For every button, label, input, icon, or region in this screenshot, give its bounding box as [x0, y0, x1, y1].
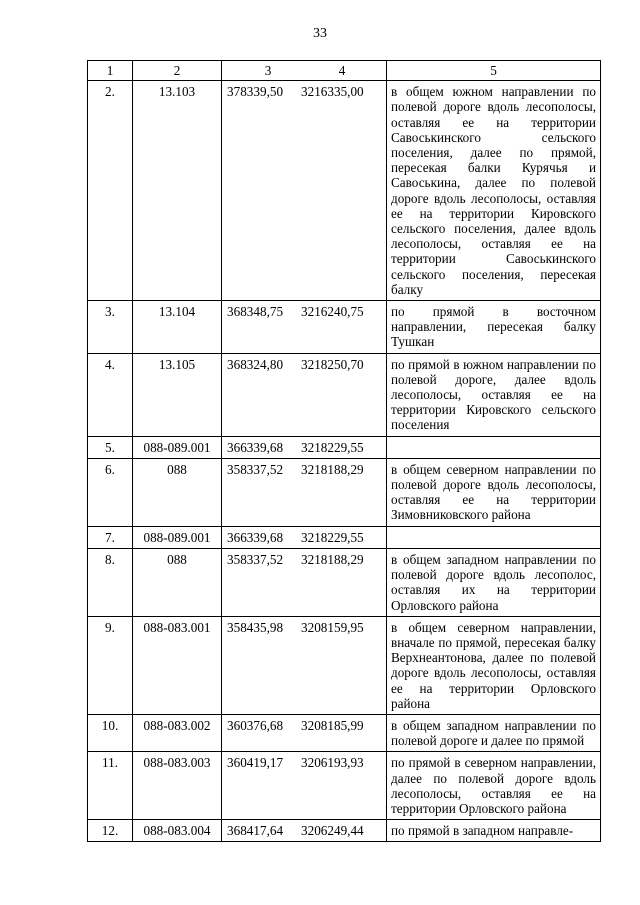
coordinates-cell [222, 526, 387, 548]
x-coordinate: 368417,64 [227, 823, 284, 839]
y-coordinate: 3216240,75 [301, 304, 364, 320]
description-cell: по прямой в северном направлении, далее по полевой дороге вдоль лесополосы, оставляя ее на территории Орловского района [387, 752, 601, 820]
description-cell: в общем южном направлении по полевой дороге вдоль лесополосы, оставляя ее на территории Савоськинского сельского поселения, далее по прямой, пересекая балки Курячья и Савоськина, далее по полевой дороге вдоль лесополосы, оставляя ее на территории Кировского сельского поселения, далее вдоль лесополосы, оставляя ее на территории Савоськинского сельского поселения, пересекая балку [387, 81, 601, 301]
row-number-cell: 8. [88, 548, 133, 616]
point-code-cell: 088 [133, 458, 222, 526]
coordinates-cell [222, 752, 387, 820]
header-cell-3-4 [222, 61, 387, 81]
description-cell: по прямой в восточном направлении, пересекая балку Тушкан [387, 301, 601, 354]
description-cell: в общем северном направлении по полевой дороге вдоль лесополосы, оставляя ее на территории Зимовниковского района [387, 458, 601, 526]
description-cell [387, 526, 601, 548]
y-coordinate: 3218188,29 [301, 461, 364, 477]
y-coordinate: 3218229,55 [301, 529, 364, 545]
table-header-row [88, 61, 601, 81]
point-code-cell: 13.105 [133, 353, 222, 436]
point-code-cell: 088-083.003 [133, 752, 222, 820]
row-number-cell: 2. [88, 81, 133, 301]
coordinates-cell [222, 548, 387, 616]
description-cell: в общем северном направлении, вначале по прямой, пересекая балку Верхнеантонова, далее по полевой дороге вдоль лесополосы, оставляя ее на территории Орловского района [387, 616, 601, 714]
x-coordinate: 358337,52 [227, 551, 284, 567]
row-number-cell: 12. [88, 820, 133, 842]
y-coordinate: 3218188,29 [301, 551, 364, 567]
point-code-cell: 088-089.001 [133, 526, 222, 548]
x-coordinate: 368348,75 [227, 304, 284, 320]
coordinates-cell [222, 301, 387, 354]
table-row [88, 81, 601, 301]
description-cell: по прямой в западном направле- [387, 820, 601, 842]
row-number-cell: 6. [88, 458, 133, 526]
header-cell-1: 1 [88, 61, 133, 81]
table-row [88, 436, 601, 458]
coordinates-cell [222, 616, 387, 714]
coordinates-cell [222, 820, 387, 842]
table-row [88, 458, 601, 526]
y-coordinate: 3218250,70 [301, 356, 364, 372]
point-code-cell: 088-083.001 [133, 616, 222, 714]
x-coordinate: 358337,52 [227, 461, 284, 477]
description-cell: в общем западном направлении по полевой дороге и далее по прямой [387, 714, 601, 751]
table-row [88, 526, 601, 548]
point-code-cell: 088-089.001 [133, 436, 222, 458]
x-coordinate: 366339,68 [227, 439, 284, 455]
x-coordinate: 366339,68 [227, 529, 284, 545]
coordinates-cell [222, 436, 387, 458]
table-row [88, 820, 601, 842]
coordinates-cell [222, 81, 387, 301]
y-coordinate: 3218229,55 [301, 439, 364, 455]
table-row [88, 752, 601, 820]
y-coordinate: 3216335,00 [301, 84, 364, 100]
table-row [88, 714, 601, 751]
row-number-cell: 11. [88, 752, 133, 820]
description-cell [387, 436, 601, 458]
coordinates-cell [222, 714, 387, 751]
table-row [88, 301, 601, 354]
y-coordinate: 3206193,93 [301, 755, 364, 771]
row-number-cell: 4. [88, 353, 133, 436]
row-number-cell: 7. [88, 526, 133, 548]
y-coordinate: 3208159,95 [301, 619, 364, 635]
table-row [88, 616, 601, 714]
y-coordinate: 3208185,99 [301, 717, 364, 733]
point-code-cell: 13.103 [133, 81, 222, 301]
row-number-cell: 10. [88, 714, 133, 751]
row-number-cell: 3. [88, 301, 133, 354]
point-code-cell: 13.104 [133, 301, 222, 354]
description-cell: по прямой в южном направлении по полевой дороге, далее вдоль лесополосы, оставляя ее на территории Кировского сельского поселения [387, 353, 601, 436]
header-cell-2: 2 [133, 61, 222, 81]
table-row [88, 353, 601, 436]
table-row [88, 548, 601, 616]
description-cell: в общем западном направлении по полевой дороге вдоль лесополос, оставляя их на территории Орловского района [387, 548, 601, 616]
point-code-cell: 088 [133, 548, 222, 616]
y-coordinate: 3206249,44 [301, 823, 364, 839]
header-cell-3: 3 [264, 63, 272, 78]
x-coordinate: 360419,17 [227, 755, 284, 771]
page-number: 33 [313, 26, 327, 41]
coordinates-cell [222, 353, 387, 436]
header-cell-4: 4 [338, 63, 346, 78]
row-number-cell: 5. [88, 436, 133, 458]
boundary-table [87, 60, 601, 842]
x-coordinate: 368324,80 [227, 356, 284, 372]
point-code-cell: 088-083.002 [133, 714, 222, 751]
row-number-cell: 9. [88, 616, 133, 714]
x-coordinate: 360376,68 [227, 717, 284, 733]
coordinates-cell [222, 458, 387, 526]
point-code-cell: 088-083.004 [133, 820, 222, 842]
x-coordinate: 358435,98 [227, 619, 284, 635]
x-coordinate: 378339,50 [227, 84, 284, 100]
header-cell-5: 5 [387, 61, 601, 81]
